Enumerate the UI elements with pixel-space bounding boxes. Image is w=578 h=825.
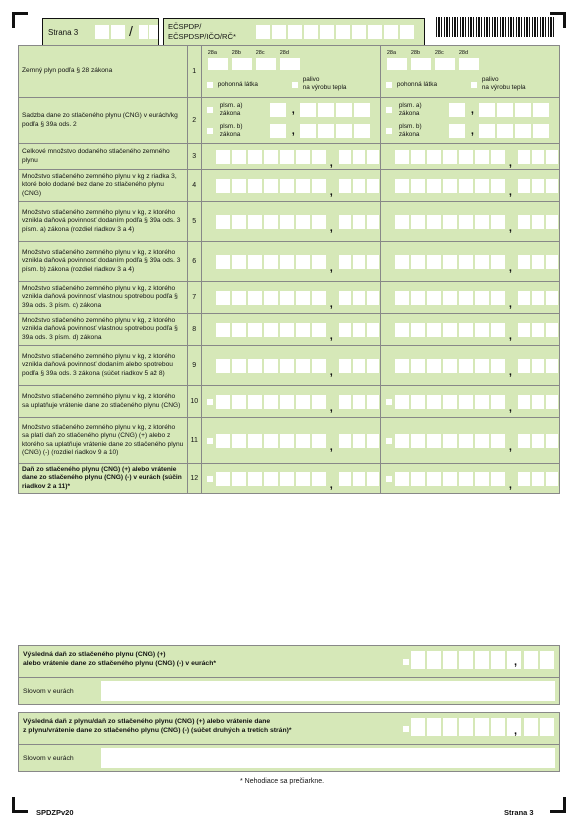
row-label: Množstvo stlačeného zemného plynu v kg, z ktorého sa uplatňuje vrátenie dane zo stlačeného plynu (CNG) xyxy=(19,386,188,418)
value-cell xyxy=(380,418,559,464)
decimal-input[interactable] xyxy=(518,179,558,193)
summary-result-title: Výsledná daň zo stlačeného plynu (CNG) (+) alebo vrátenie dane zo stlačeného plynu (CNG) (-) v eurách* xyxy=(23,651,216,667)
ecspdp-label-2: EČSPDSP/IČO/RČ* xyxy=(168,32,236,41)
decimal-input[interactable] xyxy=(518,395,558,409)
amount-input[interactable] xyxy=(395,255,505,269)
amount-input[interactable] xyxy=(395,359,505,373)
decimal-input[interactable] xyxy=(339,434,379,448)
value-cell xyxy=(380,242,559,282)
slovom-label-1: Slovom v eurách xyxy=(23,688,74,695)
summary-total-box xyxy=(18,712,560,772)
form-code: SPDZPv20 xyxy=(36,808,74,817)
value-cell xyxy=(380,98,559,144)
decimal-input[interactable] xyxy=(518,359,558,373)
checkbox-pohonna[interactable] xyxy=(207,82,213,88)
amount-input[interactable] xyxy=(216,291,326,305)
sign-box[interactable] xyxy=(403,659,409,665)
value-cell xyxy=(380,464,559,494)
code-label: 28c xyxy=(434,50,444,56)
value-cell xyxy=(201,282,380,314)
decimal-comma: , xyxy=(291,125,295,137)
decimal-input[interactable] xyxy=(339,323,379,337)
code-label: 28a xyxy=(386,50,397,56)
code-input[interactable] xyxy=(232,58,252,70)
decimal-comma: , xyxy=(329,261,333,274)
amount-input[interactable] xyxy=(395,323,505,337)
value-cell xyxy=(201,346,380,386)
page-number-input-1[interactable] xyxy=(95,25,109,39)
page-slash: / xyxy=(129,23,133,39)
row-label: Zemný plyn podľa § 28 zákona xyxy=(19,46,188,98)
amount-input[interactable] xyxy=(216,255,326,269)
page-total-input-2[interactable] xyxy=(149,25,158,39)
checkbox-plsm[interactable] xyxy=(207,107,213,113)
amount-input[interactable] xyxy=(216,434,326,448)
page-number-box xyxy=(42,18,159,46)
decimal-input[interactable] xyxy=(518,150,558,164)
sign-box[interactable] xyxy=(386,438,392,444)
row-label: Daň zo stlačeného plynu (CNG) (+) alebo vrátenie dane zo stlačeného plynu (CNG) (-) v eurách (súčin riadkov 2 a 11)* xyxy=(19,464,188,494)
decimal-input[interactable] xyxy=(518,472,558,486)
ecspdp-label-1: EČSPDP/ xyxy=(168,22,202,31)
value-cell xyxy=(201,202,380,242)
summary-result-box xyxy=(18,645,560,705)
value-cell xyxy=(201,98,380,144)
decimal-input[interactable] xyxy=(339,215,379,229)
row-number: 3 xyxy=(187,144,201,170)
summary-result-amount[interactable] xyxy=(411,651,521,669)
tax-id-input[interactable] xyxy=(256,25,414,39)
amount-input[interactable] xyxy=(395,179,505,193)
decimal-input[interactable] xyxy=(339,472,379,486)
value-cell xyxy=(201,46,380,98)
tax-id-box xyxy=(163,18,425,46)
corner-mark-bottom-left xyxy=(12,797,28,813)
decimal-comma: , xyxy=(508,185,512,198)
tax-id-digit[interactable] xyxy=(336,25,350,39)
value-cell xyxy=(201,242,380,282)
decimal-input[interactable] xyxy=(518,255,558,269)
plsm-label: plsm. b) zákona xyxy=(219,123,243,138)
summary-total-cents[interactable] xyxy=(524,718,554,736)
row-number: 6 xyxy=(187,242,201,282)
decimal-input[interactable] xyxy=(339,291,379,305)
row-label: Množstvo stlačeného zemného plynu v kg, z ktorého sa platí daň zo stlačeného plynu (CNG) (+) alebo z ktorého sa uplatňuje vrátenie dane zo stlačeného plynu (CNG) (-) (rozdiel riadkov 9 a 10) xyxy=(19,418,188,464)
row-label: Celkové množstvo dodaného stlačeného zemného plynu xyxy=(19,144,188,170)
value-cell xyxy=(380,144,559,170)
sign-box[interactable] xyxy=(207,399,213,405)
table-row xyxy=(19,202,560,242)
decimal-input[interactable] xyxy=(339,395,379,409)
decimal-comma: , xyxy=(514,656,518,668)
table-row xyxy=(19,144,560,170)
rate-int-input[interactable] xyxy=(449,103,465,117)
checkbox-palivo[interactable] xyxy=(471,82,477,88)
decimal-comma: , xyxy=(291,104,295,116)
tax-id-digit[interactable] xyxy=(304,25,318,39)
row-label: Množstvo stlačeného zemného plynu v kg z riadka 3, ktoré bolo dodané bez dane zo stlačeného plynu (CNG) xyxy=(19,170,188,202)
decimal-comma: , xyxy=(508,401,512,414)
decimal-comma: , xyxy=(470,104,474,116)
table-row xyxy=(19,170,560,202)
code-input[interactable] xyxy=(459,58,479,70)
code-label: 28b xyxy=(231,50,241,56)
decimal-comma: , xyxy=(508,365,512,378)
decimal-comma: , xyxy=(329,401,333,414)
decimal-comma: , xyxy=(508,221,512,234)
amount-input[interactable] xyxy=(395,395,505,409)
sign-box[interactable] xyxy=(386,476,392,482)
tax-id-digit[interactable] xyxy=(368,25,382,39)
code-input[interactable] xyxy=(256,58,276,70)
row-number: 9 xyxy=(187,346,201,386)
row-label: Sadzba dane zo stlačeného plynu (CNG) v eurách/kg podľa § 39a ods. 2 xyxy=(19,98,188,144)
checkbox-plsm[interactable] xyxy=(207,128,213,134)
value-cell xyxy=(380,46,559,98)
decimal-comma: , xyxy=(329,478,333,491)
decimal-comma: , xyxy=(508,329,512,342)
tax-id-digit[interactable] xyxy=(352,25,366,39)
amount-input[interactable] xyxy=(216,395,326,409)
decimal-comma: , xyxy=(329,329,333,342)
row-number: 4 xyxy=(187,170,201,202)
code-input[interactable] xyxy=(387,58,407,70)
table-row xyxy=(19,242,560,282)
row-label: Množstvo stlačeného zemného plynu v kg, z ktorého vznikla daňová povinnosť dodaním podľa § 39a ods. 3 písm. a) zákona (rozdiel riadkov 3 a 4) xyxy=(19,202,188,242)
decimal-input[interactable] xyxy=(518,323,558,337)
rate-input[interactable] xyxy=(300,124,370,138)
rate-int-input[interactable] xyxy=(270,103,286,117)
decimal-comma: , xyxy=(329,440,333,453)
table-row xyxy=(19,314,560,346)
table-row xyxy=(19,46,560,98)
slovom-label-2: Slovom v eurách xyxy=(23,755,74,762)
value-cell xyxy=(380,202,559,242)
value-cell xyxy=(201,386,380,418)
row-number: 5 xyxy=(187,202,201,242)
tax-id-digit[interactable] xyxy=(288,25,302,39)
row-number: 7 xyxy=(187,282,201,314)
sign-box[interactable] xyxy=(403,726,409,732)
sign-box[interactable] xyxy=(207,438,213,444)
value-cell xyxy=(380,386,559,418)
value-cell xyxy=(380,282,559,314)
plsm-label: plsm. a) zákona xyxy=(219,102,243,117)
table-row xyxy=(19,418,560,464)
amount-input[interactable] xyxy=(216,323,326,337)
palivo-label: palivo na výrobu tepla xyxy=(481,76,526,91)
decimal-input[interactable] xyxy=(339,359,379,373)
value-cell xyxy=(201,314,380,346)
tax-id-digit[interactable] xyxy=(400,25,414,39)
row-number: 8 xyxy=(187,314,201,346)
page-number-input-2[interactable] xyxy=(111,25,125,39)
code-input[interactable] xyxy=(435,58,455,70)
value-cell xyxy=(380,314,559,346)
table-row xyxy=(19,386,560,418)
footer-page-number: Strana 3 xyxy=(504,808,534,817)
decimal-comma: , xyxy=(508,478,512,491)
row-label: Množstvo stlačeného zemného plynu v kg, z ktorého vznikla daňová povinnosť dodaním alebo spotrebou podľa § 39a ods. 3 zákona (súčet riadkov 5 až 8) xyxy=(19,346,188,386)
decimal-comma: , xyxy=(508,297,512,310)
decimal-comma: , xyxy=(508,440,512,453)
tax-id-digit[interactable] xyxy=(272,25,286,39)
code-input[interactable] xyxy=(208,58,228,70)
decimal-comma: , xyxy=(470,125,474,137)
checkbox-palivo[interactable] xyxy=(292,82,298,88)
rate-int-input[interactable] xyxy=(449,124,465,138)
code-input[interactable] xyxy=(280,58,300,70)
amount-input[interactable] xyxy=(395,434,505,448)
checkbox-pohonna[interactable] xyxy=(386,82,392,88)
sign-box[interactable] xyxy=(386,399,392,405)
decimal-input[interactable] xyxy=(339,255,379,269)
code-label: 28a xyxy=(207,50,217,56)
row-number: 12 xyxy=(187,464,201,494)
checkbox-plsm[interactable] xyxy=(386,107,392,113)
value-cell xyxy=(201,418,380,464)
code-label: 28d xyxy=(279,50,289,56)
decimal-comma: , xyxy=(329,185,333,198)
amount-input[interactable] xyxy=(395,215,505,229)
amount-input[interactable] xyxy=(216,359,326,373)
summary-total-title: Výsledná daň z plynu/daň zo stlačeného plynu (CNG) (+) alebo vrátenie dane z plynu/vrátenie dane zo stlačeného plynu (CNG) (-) (súčet druhých a tretích strán)* xyxy=(23,718,292,734)
amount-input[interactable] xyxy=(216,215,326,229)
decimal-input[interactable] xyxy=(518,434,558,448)
row-label: Množstvo stlačeného zemného plynu v kg, z ktorého vznikla daňová povinnosť dodaním podľa § 39a ods. 3 písm. b) zákona (rozdiel riadkov 3 a 4) xyxy=(19,242,188,282)
rate-int-input[interactable] xyxy=(270,124,286,138)
summary-total-amount[interactable] xyxy=(411,718,521,736)
row-number: 1 xyxy=(187,46,201,98)
palivo-label: palivo na výrobu tepla xyxy=(302,76,347,91)
value-cell xyxy=(201,170,380,202)
decimal-comma: , xyxy=(508,261,512,274)
summary-result-cents[interactable] xyxy=(524,651,554,669)
plsm-label: plsm. a) zákona xyxy=(398,102,422,117)
row-number: 10 xyxy=(187,386,201,418)
table-row xyxy=(19,346,560,386)
amount-input[interactable] xyxy=(395,150,505,164)
strana-label: Strana 3 xyxy=(48,28,79,37)
amount-input[interactable] xyxy=(216,179,326,193)
decimal-input[interactable] xyxy=(339,179,379,193)
sign-box[interactable] xyxy=(207,476,213,482)
footnote: * Nehodiace sa prečiarkne. xyxy=(240,778,325,785)
table-row xyxy=(19,464,560,494)
decimal-comma: , xyxy=(508,156,512,169)
decimal-input[interactable] xyxy=(339,150,379,164)
value-cell xyxy=(380,170,559,202)
code-label: 28b xyxy=(410,50,421,56)
code-label: 28c xyxy=(255,50,265,56)
amount-input[interactable] xyxy=(395,472,505,486)
rate-input[interactable] xyxy=(479,124,549,138)
page-total-input-1[interactable] xyxy=(139,25,148,39)
decimal-comma: , xyxy=(329,156,333,169)
decimal-input[interactable] xyxy=(518,291,558,305)
pohonna-label: pohonná látka xyxy=(217,81,258,88)
table-row xyxy=(19,282,560,314)
corner-mark-top-left xyxy=(12,12,28,28)
decimal-comma: , xyxy=(329,365,333,378)
table-row xyxy=(19,98,560,144)
row-label: Množstvo stlačeného zemného plynu v kg, z ktorého vznikla daňová povinnosť vlastnou spotrebou podľa § 39a ods. 3 písm. c) zákona xyxy=(19,282,188,314)
decimal-input[interactable] xyxy=(518,215,558,229)
declaration-table xyxy=(18,45,560,494)
value-cell xyxy=(201,144,380,170)
amount-input[interactable] xyxy=(216,150,326,164)
slovom-input-1[interactable] xyxy=(101,681,555,701)
pohonna-label: pohonná látka xyxy=(396,81,437,88)
row-number: 11 xyxy=(187,418,201,464)
checkbox-plsm[interactable] xyxy=(386,128,392,134)
tax-id-digit[interactable] xyxy=(256,25,270,39)
row-number: 2 xyxy=(187,98,201,144)
rate-input[interactable] xyxy=(300,103,370,117)
plsm-label: plsm. b) zákona xyxy=(398,123,422,138)
code-input[interactable] xyxy=(411,58,431,70)
row-label: Množstvo stlačeného zemného plynu v kg, z ktorého vznikla daňová povinnosť vlastnou spotrebou podľa § 39a ods. 3 písm. d) zákona xyxy=(19,314,188,346)
amount-input[interactable] xyxy=(395,291,505,305)
decimal-comma: , xyxy=(329,297,333,310)
decimal-comma: , xyxy=(329,221,333,234)
code-label: 28d xyxy=(458,50,469,56)
tax-id-digit[interactable] xyxy=(384,25,398,39)
decimal-comma: , xyxy=(514,725,518,737)
corner-mark-bottom-right xyxy=(550,797,566,813)
amount-input[interactable] xyxy=(216,472,326,486)
value-cell xyxy=(380,346,559,386)
value-cell xyxy=(201,464,380,494)
tax-id-digit[interactable] xyxy=(320,25,334,39)
rate-input[interactable] xyxy=(479,103,549,117)
slovom-input-2[interactable] xyxy=(101,748,555,768)
barcode xyxy=(436,17,556,37)
